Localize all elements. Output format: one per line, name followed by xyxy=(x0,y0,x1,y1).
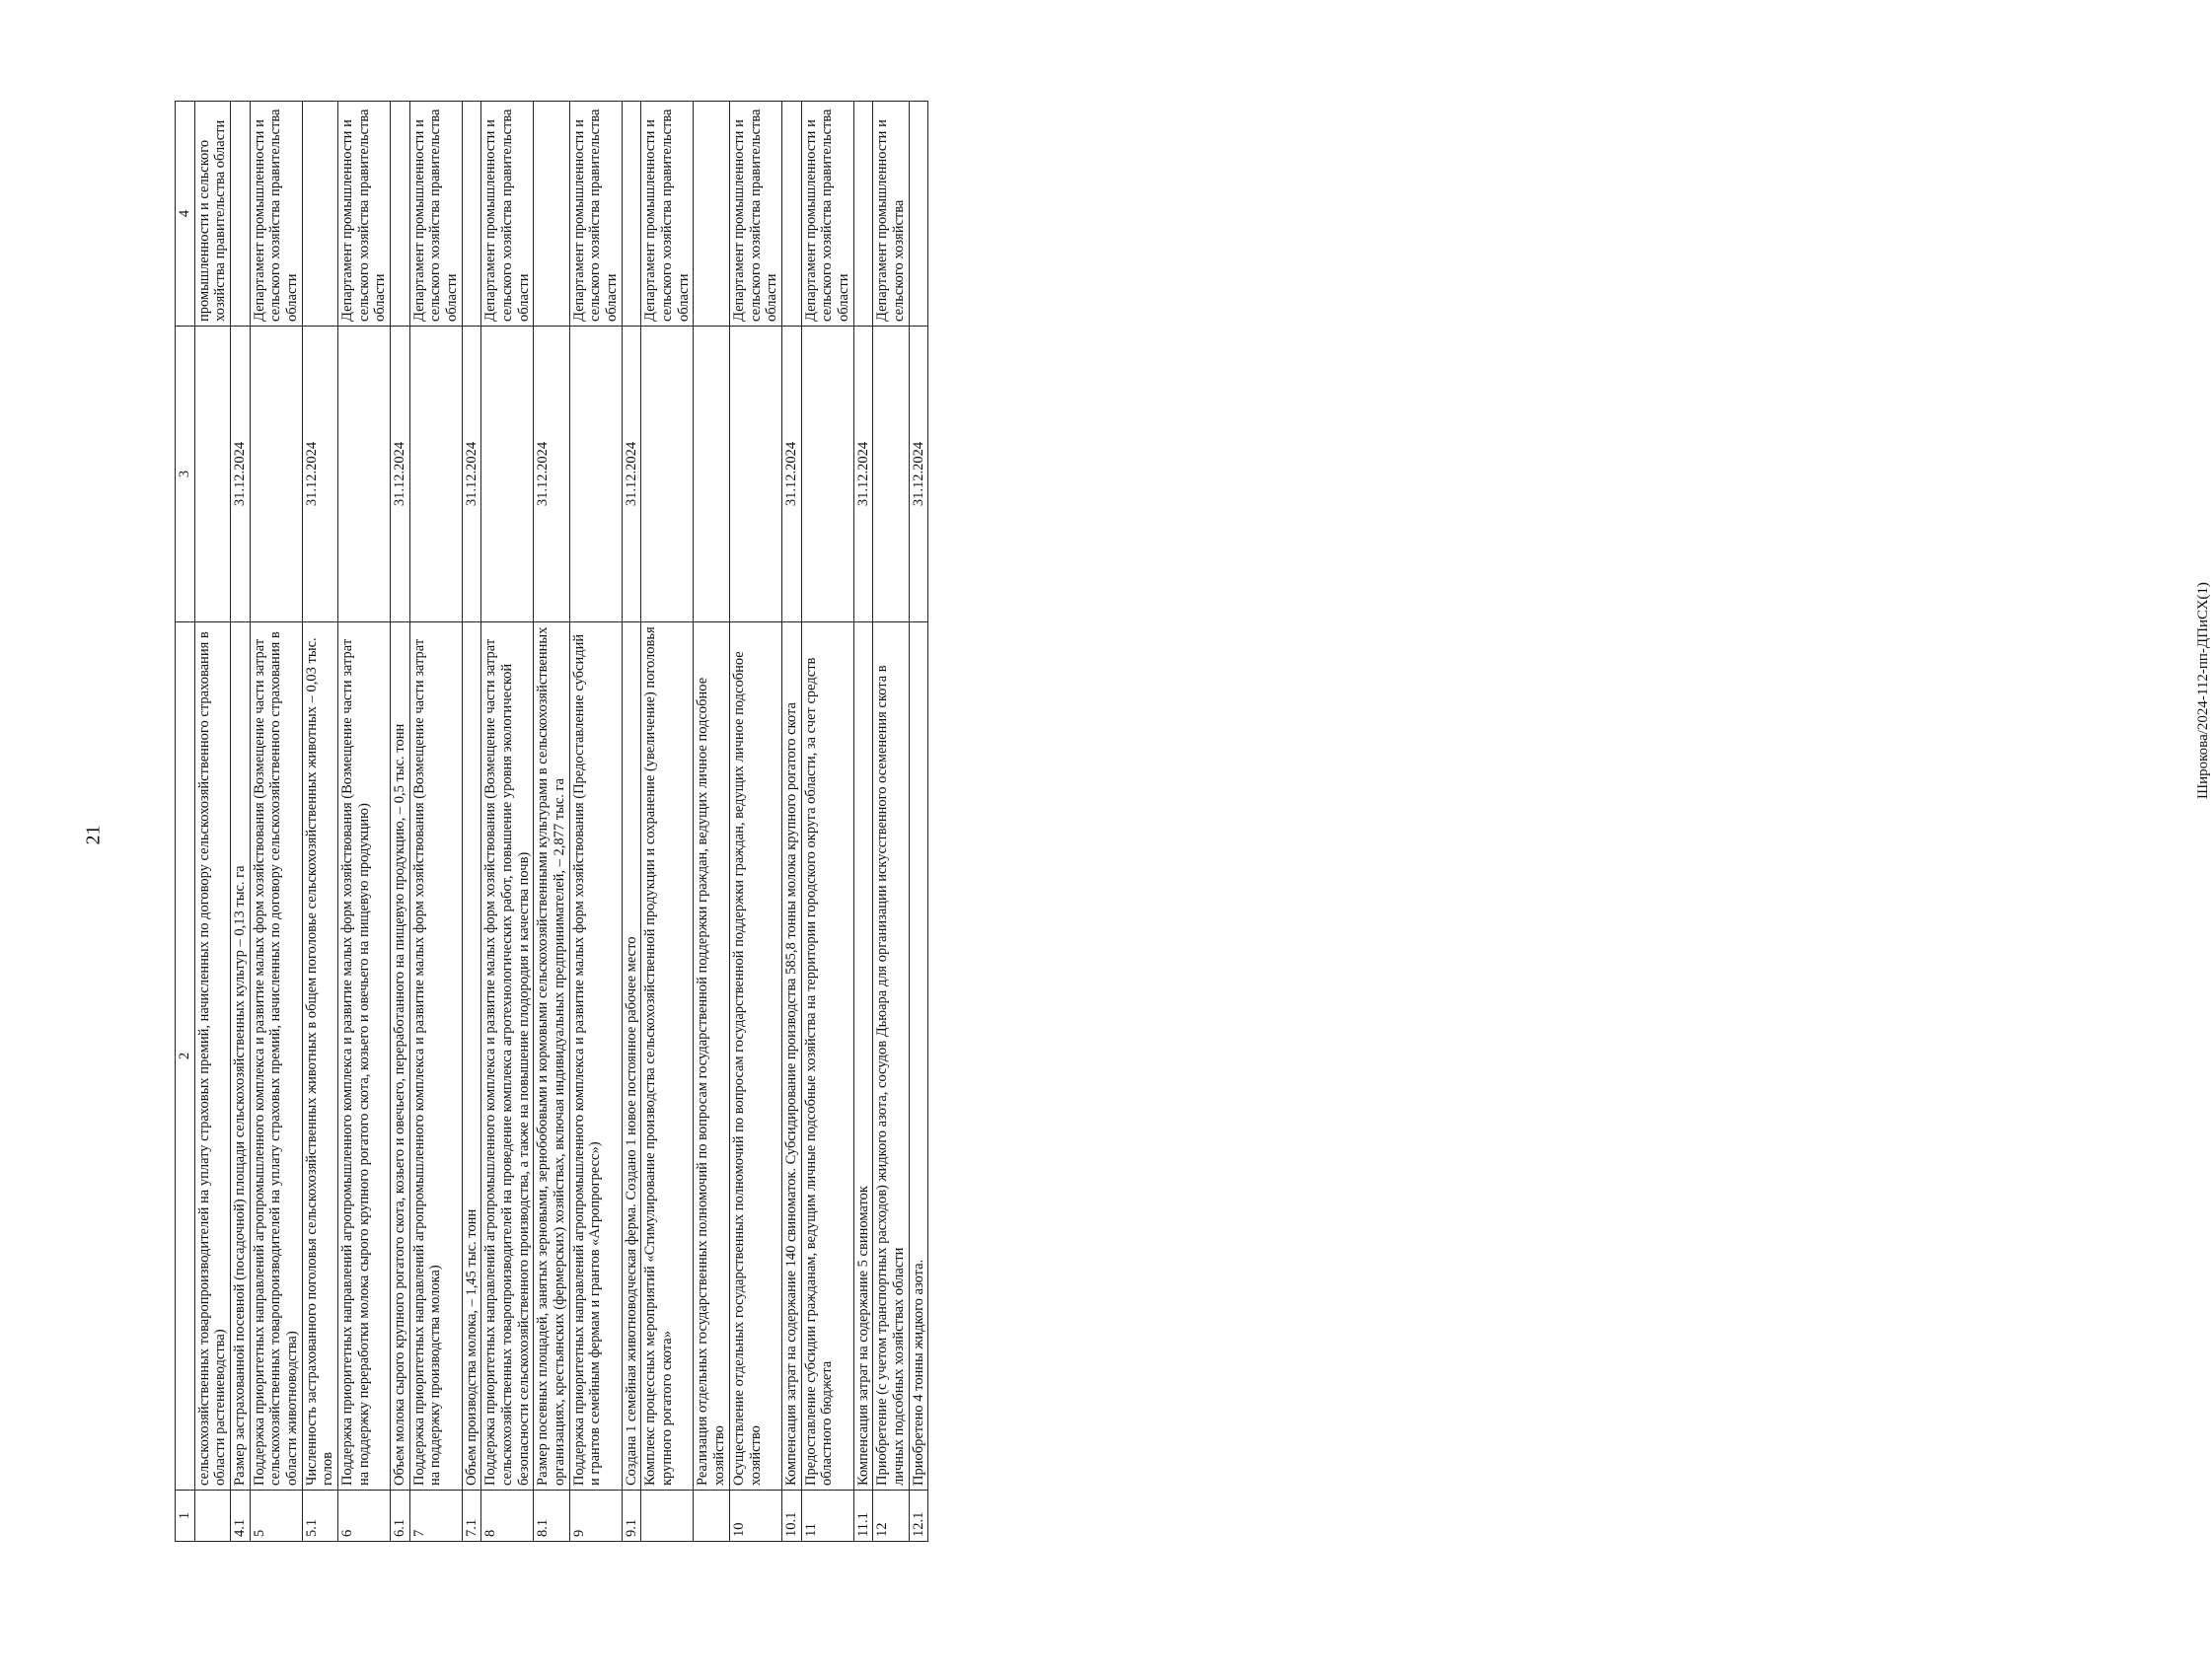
row-date-cell xyxy=(409,327,462,622)
row-text-cell: Приобретено 4 тонны жидкого азота. xyxy=(909,622,928,1491)
table-row xyxy=(694,102,729,1542)
row-number-cell: 8 xyxy=(481,1491,534,1542)
row-date-cell: 31.12.2024 xyxy=(622,327,641,622)
row-department-cell xyxy=(781,102,801,327)
row-number-cell xyxy=(641,1491,694,1542)
table-row xyxy=(781,102,801,1542)
row-date-cell xyxy=(250,327,302,622)
header-col-4: 4 xyxy=(176,102,195,327)
table-row xyxy=(231,102,251,1542)
row-department-cell xyxy=(462,102,481,327)
table-row xyxy=(250,102,302,1542)
row-text-cell: Поддержка приоритетных направлений агропромышленного комплекса и развитие малых форм хозяйствования (Возмещение части затрат сельскохозяйственных товаропроизводителей на уплату страховых премий, начисленных по договору сельскохозяйственного страхования в области животноводства) xyxy=(250,622,302,1491)
row-department-cell xyxy=(622,102,641,327)
table-row xyxy=(462,102,481,1542)
row-text-cell: Создана 1 семейная животноводческая ферма. Создано 1 новое постоянное рабочее место xyxy=(622,622,641,1491)
table-row xyxy=(622,102,641,1542)
row-date-cell xyxy=(694,327,729,622)
table-body xyxy=(194,102,928,1542)
row-department-cell: Департамент промышленности и сельского хозяйства правительства области xyxy=(338,102,391,327)
table-row xyxy=(534,102,569,1542)
row-date-cell xyxy=(641,327,694,622)
row-text-cell: Комплекс процессных мероприятий «Стимулирование производства сельскохозяйственной продукции и сохранение (увеличение) поголовья крупного рогатого скота» xyxy=(641,622,694,1491)
header-col-2: 2 xyxy=(176,622,195,1491)
row-number-cell: 5 xyxy=(250,1491,302,1542)
header-col-3: 3 xyxy=(176,327,195,622)
row-text-cell: Размер застрахованной посевной (посадочной) площади сельскохозяйственных культур – 0,13 тыс. га xyxy=(231,622,251,1491)
table-row xyxy=(729,102,781,1542)
row-date-cell: 31.12.2024 xyxy=(462,327,481,622)
row-text-cell: Поддержка приоритетных направлений агропромышленного комплекса и развитие малых форм хозяйствования (Возмещение части затрат на поддержку производства молока) xyxy=(409,622,462,1491)
row-number-cell: 5.1 xyxy=(302,1491,337,1542)
row-text-cell: Объем производства молока, – 1,45 тыс. тонн xyxy=(462,622,481,1491)
row-date-cell: 31.12.2024 xyxy=(909,327,928,622)
row-number-cell: 6 xyxy=(338,1491,391,1542)
row-department-cell xyxy=(534,102,569,327)
row-date-cell xyxy=(194,327,230,622)
row-text-cell: сельскохозяйственных товаропроизводителей на уплату страховых премий, начисленных по договору сельскохозяйственного страхования в области растениеводства) xyxy=(194,622,230,1491)
row-department-cell xyxy=(853,102,873,327)
row-department-cell xyxy=(231,102,251,327)
row-number-cell: 7 xyxy=(409,1491,462,1542)
row-text-cell: Размер посевных площадей, занятых зерновыми, зернобобовыми и кормовыми сельскохозяйственными культурами в сельскохозяйственных организациях, крестьянских (фермерских) хозяйствах, включая индивидуальных предпринимателей, – 2,877 тыс. га xyxy=(534,622,569,1491)
row-number-cell: 11.1 xyxy=(853,1491,873,1542)
header-row xyxy=(176,102,195,1542)
row-text-cell: Поддержка приоритетных направлений агропромышленного комплекса и развитие малых форм хозяйствования (Возмещение части затрат сельскохозяйственных товаропроизводителей на проведение комплекса агротехнологических работ, повышение уровня экологической безопасности сельскохозяйственного производства, а также на повышение плодородия и качества почв) xyxy=(481,622,534,1491)
table-row xyxy=(194,102,230,1542)
row-number-cell xyxy=(694,1491,729,1542)
row-department-cell: Департамент промышленности и сельского хозяйства правительства области xyxy=(641,102,694,327)
table-row xyxy=(909,102,928,1542)
row-department-cell xyxy=(302,102,337,327)
row-text-cell: Поддержка приоритетных направлений агропромышленного комплекса и развитие малых форм хозяйствования (Предоставление субсидий и грантов семейным фермам и грантов «Агропрогресс») xyxy=(569,622,622,1491)
row-department-cell: Департамент промышленности и сельского хозяйства xyxy=(873,102,909,327)
table-row xyxy=(853,102,873,1542)
table-row xyxy=(302,102,337,1542)
row-text-cell: Предоставление субсидии гражданам, ведущим личные подсобные хозяйства на территории городского округа области, за счет средств областного бюджета xyxy=(801,622,853,1491)
row-department-cell: Департамент промышленности и сельского хозяйства правительства области xyxy=(481,102,534,327)
row-text-cell: Реализация отдельных государственных полномочий по вопросам государственной поддержки граждан, ведущих личное подсобное хозяйство xyxy=(694,622,729,1491)
row-department-cell: Департамент промышленности и сельского хозяйства правительства области xyxy=(569,102,622,327)
row-date-cell xyxy=(801,327,853,622)
table-row xyxy=(481,102,534,1542)
row-number-cell: 12.1 xyxy=(909,1491,928,1542)
row-number-cell: 6.1 xyxy=(391,1491,410,1542)
header-col-1: 1 xyxy=(176,1491,195,1542)
row-department-cell: Департамент промышленности и сельского хозяйства правительства области xyxy=(729,102,781,327)
row-department-cell: Департамент промышленности и сельского хозяйства правительства области xyxy=(250,102,302,327)
row-date-cell xyxy=(338,327,391,622)
row-number-cell: 7.1 xyxy=(462,1491,481,1542)
document-footer-code: Широкова/2024-112-пп-ДПиСХ(1) xyxy=(2195,582,2211,799)
row-department-cell xyxy=(694,102,729,327)
row-date-cell xyxy=(729,327,781,622)
row-date-cell: 31.12.2024 xyxy=(231,327,251,622)
row-date-cell: 31.12.2024 xyxy=(781,327,801,622)
table-row xyxy=(409,102,462,1542)
table-row xyxy=(338,102,391,1542)
table-row xyxy=(801,102,853,1542)
row-department-cell xyxy=(909,102,928,327)
row-department-cell xyxy=(391,102,410,327)
table-row xyxy=(873,102,909,1542)
rotated-table-container xyxy=(175,102,928,1542)
row-date-cell: 31.12.2024 xyxy=(853,327,873,622)
row-date-cell xyxy=(569,327,622,622)
row-date-cell: 31.12.2024 xyxy=(302,327,337,622)
table-row xyxy=(569,102,622,1542)
row-department-cell: Департамент промышленности и сельского хозяйства правительства области xyxy=(801,102,853,327)
row-number-cell: 11 xyxy=(801,1491,853,1542)
row-text-cell: Объем молока сырого крупного рогатого скота, козьего и овечьего, переработанного на пищевую продукцию, – 0,5 тыс. тонн xyxy=(391,622,410,1491)
page-number: 21 xyxy=(82,825,105,845)
row-number-cell: 10 xyxy=(729,1491,781,1542)
table-row xyxy=(391,102,410,1542)
row-number-cell xyxy=(194,1491,230,1542)
row-text-cell: Компенсация затрат на содержание 5 свиноматок xyxy=(853,622,873,1491)
table-row xyxy=(641,102,694,1542)
row-text-cell: Численность застрахованного поголовья сельскохозяйственных животных в общем поголовье сельскохозяйственных животных – 0,03 тыс. голов xyxy=(302,622,337,1491)
plan-table xyxy=(175,101,928,1542)
row-date-cell: 31.12.2024 xyxy=(534,327,569,622)
row-number-cell: 9.1 xyxy=(622,1491,641,1542)
row-date-cell xyxy=(481,327,534,622)
row-number-cell: 8.1 xyxy=(534,1491,569,1542)
row-department-cell: Департамент промышленности и сельского хозяйства правительства области xyxy=(409,102,462,327)
row-department-cell: промышленности и сельского хозяйства правительства области xyxy=(194,102,230,327)
row-number-cell: 4.1 xyxy=(231,1491,251,1542)
row-number-cell: 12 xyxy=(873,1491,909,1542)
row-number-cell: 10.1 xyxy=(781,1491,801,1542)
row-date-cell xyxy=(873,327,909,622)
row-text-cell: Приобретение (с учетом транспортных расходов) жидкого азота, сосудов Дьюара для организации искусственного осеменения скота в личных подсобных хозяйствах области xyxy=(873,622,909,1491)
row-text-cell: Компенсация затрат на содержание 140 свиноматок. Субсидирование производства 585,8 тонны молока крупного рогатого скота xyxy=(781,622,801,1491)
row-text-cell: Поддержка приоритетных направлений агропромышленного комплекса и развитие малых форм хозяйствования (Возмещение части затрат на поддержку переработки молока сырого крупного рогатого скота, козьего и овечьего на пищевую продукцию) xyxy=(338,622,391,1491)
row-date-cell: 31.12.2024 xyxy=(391,327,410,622)
row-number-cell: 9 xyxy=(569,1491,622,1542)
row-text-cell: Осуществление отдельных государственных полномочий по вопросам государственной поддержки граждан, ведущих личное подсобное хозяйство xyxy=(729,622,781,1491)
